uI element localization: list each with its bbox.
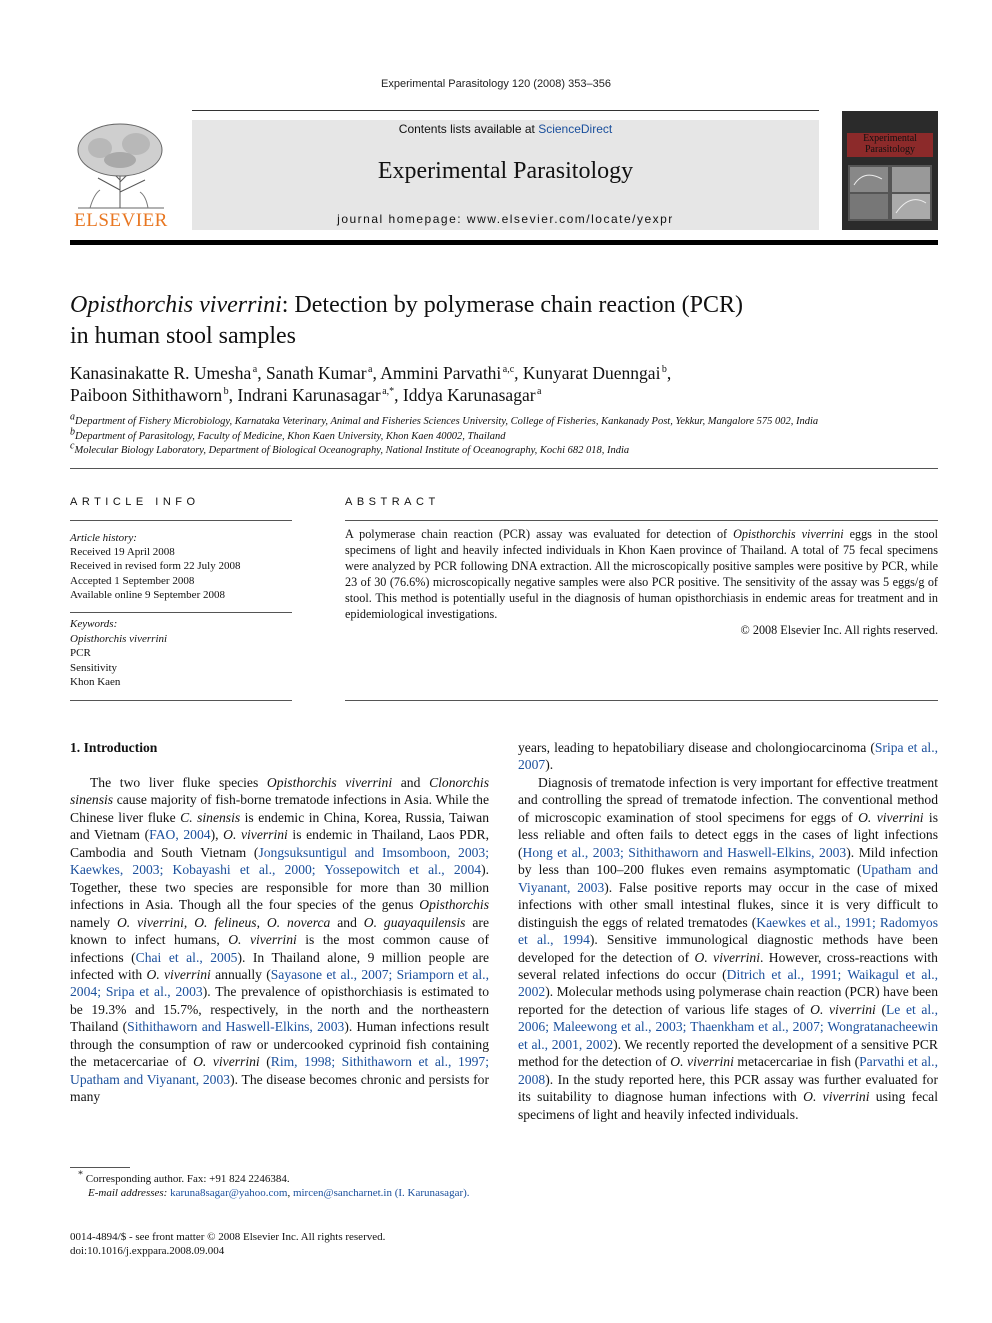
body-paragraph: years, leading to hepatobiliary disease and cholongiocarcinoma (Sripa et al., 2007). (518, 740, 938, 773)
affiliations (70, 411, 940, 459)
keyword[interactable]: Opisthorchis viverrini (70, 632, 168, 645)
corresponding-author: Corresponding author. Fax: +91 824 2246384. (85, 1173, 290, 1185)
author[interactable]: Paiboon Sithithaworn $^b$, (70, 385, 238, 405)
section-heading: 1. Introduction (70, 740, 158, 755)
author[interactable]: Kunyarat Duenngai $^b$, (522, 363, 672, 383)
email-label: E-mail addresses: (88, 1187, 168, 1199)
article-info-heading: ARTICLE INFO (70, 496, 200, 508)
body-paragraph: The two liver fluke species Opisthorchis viverrini and Clonorchis sinensis cause majority of fish-borne trematode infections in Asia. While the Chinese liver fluke C. sinensis is endemic in China, Korea, Russia, Taiwan and Vietnam (FAO, 2004), O. viverrini is endemic in Thailand, Laos PDR, Cambodia and South Vietnam (Jongsuksuntigul and Imsomboon, 2003; Kaewkes, 2003; Kobayashi et al., 2000; Yossepowitch et al., 2004). Together, these two species are responsible for more than 30 million infections in Asia. Though all the four species of the genus Opisthorchis namely O. viverrini, O. felineus, O. noverca and O. guayaquilensis are known to infect humans, O. viverrini is the most common cause of infections (Chai et al., 2005). In Thailand alone, 9 million people are infected with O. viverrini annually (Sayasone et al., 2007; Sriamporn et al., 2004; Sripa et al., 2003). The prevalence of opisthorchiasis is estimated to be 19.3% and 15.7%, respectively, in the north and the northeastern Thailand (Sithithaworn and Haswell-Elkins, 2003). Human infections result through the consumption of raw or undercooked cyprinoid fish containing the metacercariae of O. viverrini (Rim, 1998; Sithithaworn et al., 1997; Upatham and Viyanant, 2003). The disease becomes chronic and persists for many (70, 775, 490, 1105)
journal-name: Experimental Parasitology (377, 158, 634, 184)
history-item: Received 19 April 2008 (70, 546, 175, 559)
footnote: * Corresponding author. Fax: +91 824 2246384. E-mail addresses: karuna8sagar@yahoo.com, mircen@sancharnet.in (I. Karunasagar). (78, 1169, 470, 1199)
author[interactable]: Indrani Karunasagar $^{a,*}$, (237, 385, 403, 405)
affiliation: $^a$Department of Fishery Microbiology, Karnataka Veterinary, Animal and Fisheries Sciences University, College of Fisheries, Kankanady Post, Yekkur, Mangalore 575 002, India (70, 411, 819, 427)
author[interactable]: Sanath Kumar $^a$, (265, 363, 381, 383)
running-head: Experimental Parasitology 120 (2008) 353–356 (381, 78, 611, 90)
email-link[interactable]: mircen@sancharnet.in (292, 1187, 392, 1199)
affiliation: $^c$Molecular Biology Laboratory, Department of Biological Oceanography, National Institute of Oceanography, Kochi 682 018, India (70, 440, 630, 456)
author[interactable]: Ammini Parvathi $^{a,c}$, (380, 363, 523, 383)
elsevier-wordmark: ELSEVIER (74, 210, 168, 231)
keyword[interactable]: Sensitivity (70, 661, 118, 674)
journal-banner (192, 120, 819, 230)
keywords-label: Keywords: (70, 618, 118, 630)
email-suffix: (I. Karunasagar). (394, 1187, 470, 1199)
journal-homepage[interactable]: journal homepage: www.elsevier.com/locate/yexpr (337, 212, 674, 226)
history-item: Accepted 1 September 2008 (70, 574, 195, 587)
info-rule (70, 612, 292, 613)
history-item: Received in revised form 22 July 2008 (70, 560, 241, 573)
article-history (70, 531, 292, 602)
cover-image-icon (848, 165, 932, 221)
keyword[interactable]: PCR (70, 647, 91, 659)
keywords (70, 617, 292, 690)
title-main: : Detection by polymerase chain reaction (PCR) (281, 292, 743, 318)
author[interactable]: Kanasinakatte R. Umesha $^a$, (70, 363, 266, 383)
tree-icon (70, 120, 172, 212)
sciencedirect-link[interactable]: ScienceDirect (538, 122, 613, 136)
author[interactable]: Iddya Karunasagar $^a$ (402, 385, 542, 405)
keyword[interactable]: Khon Kaen (70, 676, 121, 688)
cover-title: Experimental Parasitology (863, 133, 917, 155)
info-rule (70, 700, 292, 701)
header-rule (70, 240, 938, 245)
footnote-rule (70, 1167, 130, 1168)
elsevier-logo[interactable] (70, 120, 172, 232)
article-title (70, 290, 930, 352)
copyright: © 2008 Elsevier Inc. All rights reserved. (740, 623, 938, 637)
history-label: Article history: (70, 532, 137, 544)
info-rule (70, 520, 292, 521)
abstract-heading: ABSTRACT (345, 496, 440, 508)
title-species: Opisthorchis viverrini (70, 292, 282, 318)
history-item: Available online 9 September 2008 (70, 588, 225, 601)
email-link[interactable]: karuna8sagar@yahoo.com (170, 1187, 288, 1199)
issn-line: 0014-4894/$ - see front matter © 2008 Elsevier Inc. All rights reserved. (70, 1231, 386, 1243)
title-line2: in human stool samples (70, 323, 296, 349)
contents-line (192, 122, 819, 136)
body-paragraph: Diagnosis of trematode infection is very important for effective treatment and controlling the spread of trematode infection. The conventional method of microscopic examination of stool specimens for eggs of O. viverrini is less reliable and often fails to detect eggs in the cases of light infections (Hong et al., 2003; Sithithaworn and Haswell-Elkins, 2003). Mild infection by less than 100–200 flukes even remains asymptomatic (Upatham and Viyanant, 2003). False positive reports may occur in the case of mixed infections with other small intestinal flukes, since it is very difficult to distinguish the eggs of related trematodes (Kaewkes et al., 1991; Radomyos et al., 1994). Sensitive immunological diagnostic methods have been developed for the detection of O. viverrini. However, cross-reactions with several related infections do occur (Ditrich et al., 1991; Waikagul et al., 2002). Molecular methods using polymerase chain reaction (PCR) have been reported for the detection of various life stages of O. viverrini (Le et al., 2006; Maleewong et al., 2003; Thaenkham et al., 2007; Wongratanacheewin et al., 2001, 2002). We recently reported the development of a sensitive PCR method for the detection of O. viverrini metacercariae in fish (Parvathi et al., 2008). In the study reported here, this PCR assay was further evaluated for its suitability to diagnose human infections with O. viverrini using fecal specimens of light and heavily infected individuals. (518, 775, 939, 1122)
affiliation: $^b$Department of Parasitology, Faculty of Medicine, Khon Kaen University, Khon Kaen 40002, Thailand (70, 426, 506, 442)
author-list (70, 362, 930, 406)
front-matter (70, 1230, 489, 1258)
journal-cover[interactable] (842, 111, 938, 230)
contents-prefix: Contents lists available at (398, 122, 539, 136)
section-rule (70, 468, 938, 469)
abstract-text: A polymerase chain reaction (PCR) assay was evaluated for detection of Opisthorchis viverrini eggs in the stool specimens of light and heavily infected individuals in Khon Kaen province of Thailand. A total of 75 fecal specimens were analyzed by PCR following DNA extraction. All the microscopically positive samples were positive by PCR, while 23 of 30 (76.6%) microscopically negative samples were also PCR positive. The sensitivity of the assay was 5 eggs/g of stool. This method is potentially useful in the diagnosis of human opisthorchiasis in endemic areas for treatment and in epidemiological investigations. © 2008 Elsevier Inc. All rights reserved. (345, 527, 938, 637)
abstract-rule (345, 700, 938, 701)
abstract-rule (345, 520, 938, 521)
doi-line[interactable]: doi:10.1016/j.exppara.2008.09.004 (70, 1245, 225, 1257)
header-top-rule (192, 110, 819, 111)
